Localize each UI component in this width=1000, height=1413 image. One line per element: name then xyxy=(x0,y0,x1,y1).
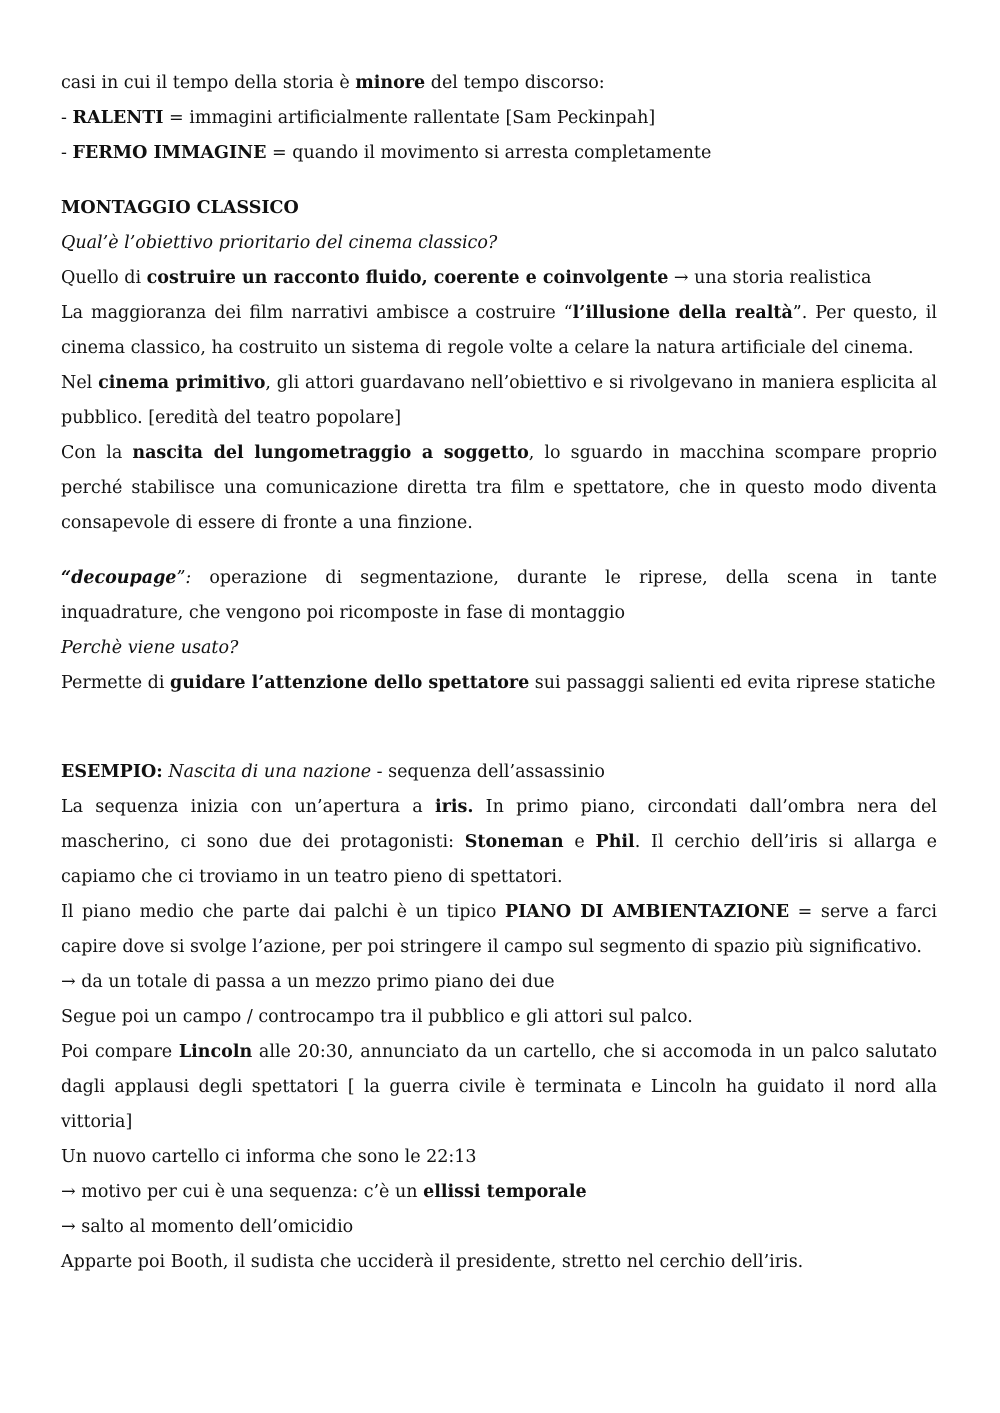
paragraph-illusione xyxy=(61,296,937,366)
paragraph-lungometraggio xyxy=(61,436,937,541)
section-heading-montaggio xyxy=(61,191,937,226)
bold-italic-text: “ xyxy=(61,568,72,588)
bold-text: Phil xyxy=(595,832,635,852)
text: del tempo discorso: xyxy=(425,73,605,93)
paragraph-decoupage xyxy=(61,561,937,631)
text: Segue poi un campo / controcampo tra il pubblico e gli attori sul palco. xyxy=(61,1007,693,1027)
term-ralenti: RALENTI xyxy=(72,108,164,128)
text: ”. Per questo, il cinema classico, ha costruito un sistema di regole volte a celare la natura artificiale del cinema. xyxy=(61,303,937,358)
text: - xyxy=(61,143,73,163)
paragraph-ambientazione xyxy=(61,895,937,965)
text-line xyxy=(61,1000,937,1035)
bold-text: l’illusione della realtà xyxy=(572,303,793,323)
bold-text: ellissi temporale xyxy=(423,1182,587,1202)
text: - xyxy=(61,108,73,128)
intro-line-fermo-immagine xyxy=(61,136,937,171)
text: - sequenza dell’assassinio xyxy=(371,762,605,782)
spacer xyxy=(61,171,937,191)
text: La sequenza inizia con un’apertura a xyxy=(61,797,435,817)
text: Nel xyxy=(61,373,99,393)
term-fermo-immagine: FERMO IMMAGINE xyxy=(72,143,267,163)
bold-text: guidare l’attenzione dello spettatore xyxy=(170,673,530,693)
arrow-line xyxy=(61,1210,937,1245)
arrow-line xyxy=(61,965,937,1000)
text: , lo sguardo in macchina scompare proprio perché stabilisce una comunicazione diretta tra film e spettatore, che in questo modo diventa consapevole di essere di fronte a una finzione. xyxy=(61,443,937,533)
italic-text: Perchè viene usato? xyxy=(61,638,239,658)
text: Quello di xyxy=(61,268,147,288)
text: = immagini artificialmente rallentate [Sam Peckinpah] xyxy=(163,108,656,128)
text: = quando il movimento si arresta completamente xyxy=(266,143,712,163)
italic-text: Qual’è l’obiettivo prioritario del cinema classico? xyxy=(61,233,498,253)
text: alle 20:30, annunciato da un cartello, che si accomoda in un palco salutato dagli applausi degli spettatori [ la guerra civile è terminata e Lincoln ha guidato il nord alla vittoria] xyxy=(61,1042,937,1132)
bold-text: minore xyxy=(355,73,426,93)
bold-text: nascita del lungometraggio a soggetto xyxy=(132,443,529,463)
text: = serve a farci capire dove si svolge l’azione, per poi stringere il campo sul segmento di spazio più significativo. xyxy=(61,902,938,957)
paragraph-lincoln xyxy=(61,1035,937,1140)
text: Permette di xyxy=(61,673,171,693)
esempio-heading xyxy=(61,755,937,790)
text: e xyxy=(563,832,596,852)
italic-text: ”: xyxy=(176,568,192,588)
document-page xyxy=(61,66,937,1280)
text: Poi compare xyxy=(61,1042,179,1062)
text: → motivo per cui è una sequenza: c’è un xyxy=(61,1182,424,1202)
question-line xyxy=(61,631,937,666)
question-line xyxy=(61,226,937,261)
answer-line xyxy=(61,666,937,701)
text: → da un totale di passa a un mezzo primo piano dei due xyxy=(61,972,555,992)
spacer xyxy=(61,541,937,561)
term-decoupage: decoupage xyxy=(71,568,177,588)
heading-text: MONTAGGIO CLASSICO xyxy=(61,198,299,218)
paragraph-iris xyxy=(61,790,937,895)
text: → salto al momento dell’omicidio xyxy=(61,1217,354,1237)
text: operazione di segmentazione, durante le riprese, della scena in tante inquadrature, che vengono poi ricomposte in fase di montaggio xyxy=(61,568,937,623)
text: Con la xyxy=(61,443,133,463)
bold-text: cinema primitivo xyxy=(98,373,266,393)
intro-line-1 xyxy=(61,66,937,101)
text-line xyxy=(61,1245,937,1280)
text: casi in cui il tempo della storia è xyxy=(61,73,356,93)
text: sui passaggi salienti ed evita riprese statiche xyxy=(529,673,936,693)
text: , gli attori guardavano nell’obiettivo e si rivolgevano in maniera esplicita al pubblico. [eredità del teatro popolare] xyxy=(61,373,937,428)
answer-line xyxy=(61,261,937,296)
bold-text: PIANO DI AMBIENTAZIONE xyxy=(504,902,790,922)
text: → una storia realistica xyxy=(668,268,872,288)
text: Un nuovo cartello ci informa che sono le 22:13 xyxy=(61,1147,477,1167)
text: Il piano medio che parte dai palchi è un tipico xyxy=(61,902,505,922)
film-title: Nascita di una nazione xyxy=(168,762,372,782)
text-line xyxy=(61,1140,937,1175)
text: Apparte poi Booth, il sudista che ucciderà il presidente, stretto nel cerchio dell’iris. xyxy=(61,1252,804,1272)
bold-text: costruire un racconto fluido, coerente e coinvolgente xyxy=(146,268,669,288)
bold-text: Lincoln xyxy=(178,1042,253,1062)
bold-text: iris. xyxy=(434,797,474,817)
text: La maggioranza dei film narrativi ambisce a costruire “ xyxy=(61,303,573,323)
text: In primo piano, circondati dall’ombra nera del mascherino, ci sono due dei protagonisti: xyxy=(61,797,938,852)
bold-text: Stoneman xyxy=(464,832,564,852)
spacer xyxy=(61,701,937,755)
arrow-line xyxy=(61,1175,937,1210)
intro-line-ralenti xyxy=(61,101,937,136)
text: . Il cerchio dell’iris si allarga e capiamo che ci troviamo in un teatro pieno di spettatori. xyxy=(61,832,937,887)
paragraph-cinema-primitivo xyxy=(61,366,937,436)
bold-text: ESEMPIO: xyxy=(61,762,163,782)
